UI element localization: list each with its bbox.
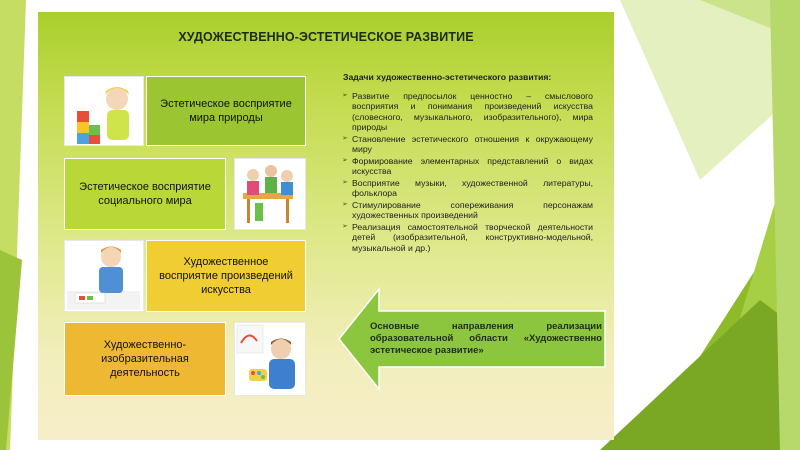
task-item: ➢ Развитие предпосылок ценностно – смыслового восприятия и понимания произведений искусства (словесного, музыкального, изобразительного), мира природы [343, 91, 593, 133]
photo-children-at-table [234, 158, 306, 230]
slide-title: ХУДОЖЕСТВЕННО-ЭСТЕТИЧЕСКОЕ РАЗВИТИЕ [178, 30, 474, 44]
direction-box-art-perception: Художественное восприятие произведений искусства [146, 240, 306, 312]
task-item: ➢ Стимулирование сопереживания персонажам художественных произведений [343, 200, 593, 221]
task-item: ➢ Становление эстетического отношения к окружающему миру [343, 134, 593, 155]
task-item: ➢ Формирование элементарных представлений о видах искусства [343, 156, 593, 177]
task-item: ➢ Реализация самостоятельной творческой деятельности детей (изобразительной, конструктивно-модельной, музыкальной и др.) [343, 222, 593, 254]
photo-boy-drawing [64, 240, 144, 312]
photo-child-with-blocks [64, 76, 144, 146]
tasks-block [343, 72, 593, 254]
direction-box-nature: Эстетическое восприятие мира природы [146, 76, 306, 146]
slide [38, 12, 614, 440]
photo-child-painting-on-wall [234, 322, 306, 396]
direction-box-social: Эстетическое восприятие социального мира [64, 158, 226, 230]
arrow-callout-text: Основные направления реализации образовательной области «Художественно эстетическое развитие» [370, 321, 602, 356]
tasks-list [343, 91, 593, 254]
direction-box-visual-activity: Художественно-изобразительная деятельность [64, 322, 226, 396]
tasks-heading: Задачи художественно-эстетического развития: [343, 72, 552, 82]
task-item: ➢ Восприятие музыки, художественной литературы, фольклора [343, 178, 593, 199]
